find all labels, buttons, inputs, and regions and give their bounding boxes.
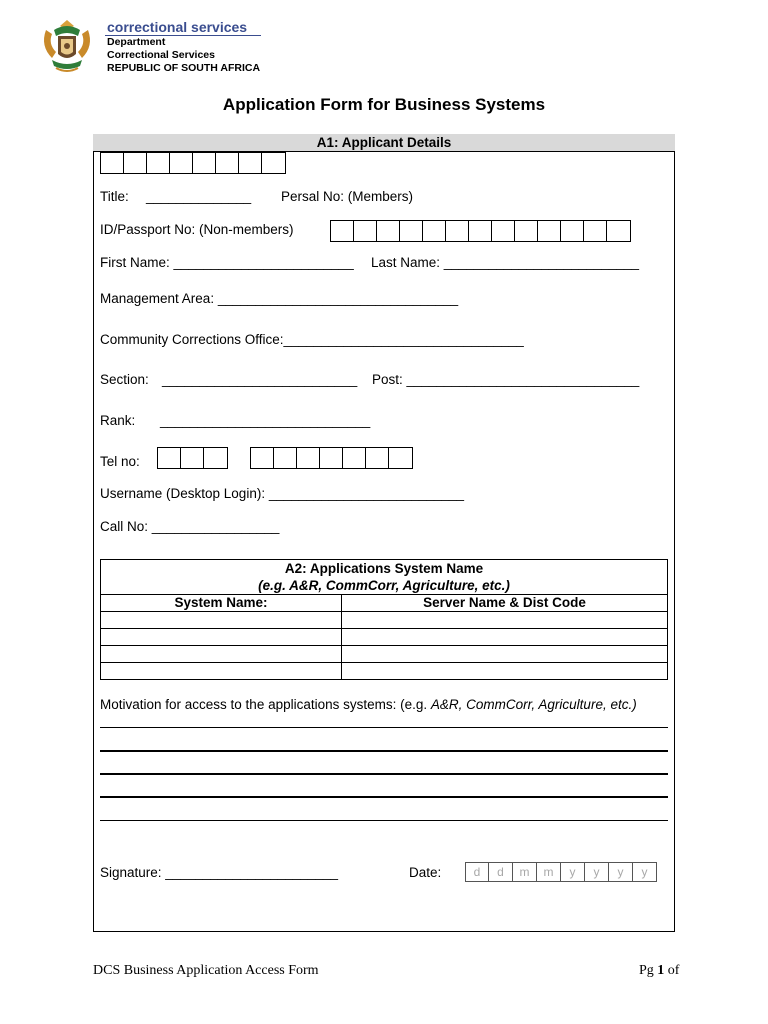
- digit-box[interactable]: [469, 220, 492, 242]
- digit-box[interactable]: [124, 152, 147, 174]
- date-box-year[interactable]: y: [609, 862, 633, 882]
- first-name-field[interactable]: First Name: ________________________: [100, 255, 354, 270]
- digit-box[interactable]: [262, 152, 286, 174]
- last-name-field[interactable]: Last Name: __________________________: [371, 255, 639, 270]
- motivation-label: [100, 697, 637, 713]
- table-row: [101, 612, 668, 629]
- rank-field[interactable]: ____________________________: [160, 413, 371, 428]
- digit-box[interactable]: [297, 447, 320, 469]
- management-area-field[interactable]: Management Area: ________________________________: [100, 291, 459, 306]
- tel-label: Tel no:: [100, 454, 140, 469]
- digit-box[interactable]: [239, 152, 262, 174]
- applications-system-table: [100, 559, 668, 680]
- system-name-cell[interactable]: [101, 612, 342, 629]
- call-no-field[interactable]: Call No: _________________: [100, 519, 280, 534]
- motivation-label-text: Motivation for access to the applications systems: (e.g.: [100, 697, 431, 712]
- server-name-cell[interactable]: [342, 646, 668, 663]
- digit-box[interactable]: [377, 220, 400, 242]
- persal-label: Persal No: (Members): [281, 189, 414, 204]
- date-box-year[interactable]: y: [561, 862, 585, 882]
- tel-number-boxes[interactable]: [250, 447, 413, 469]
- digit-box[interactable]: [389, 447, 413, 469]
- rank-label: Rank:: [100, 413, 136, 428]
- footer-document-title: DCS Business Application Access Form: [93, 963, 319, 978]
- a2-section-heading: [101, 560, 668, 595]
- digit-box[interactable]: [330, 220, 354, 242]
- digit-box[interactable]: [181, 447, 204, 469]
- digit-box[interactable]: [400, 220, 423, 242]
- motivation-line[interactable]: [100, 727, 668, 728]
- page-number: 1: [657, 963, 665, 978]
- server-name-cell[interactable]: [342, 612, 668, 629]
- date-box-month[interactable]: m: [513, 862, 537, 882]
- digit-box[interactable]: [446, 220, 469, 242]
- motivation-line[interactable]: [100, 750, 668, 752]
- server-name-cell[interactable]: [342, 663, 668, 680]
- digit-box[interactable]: [157, 447, 181, 469]
- username-field[interactable]: Username (Desktop Login): __________________________: [100, 486, 465, 501]
- system-name-cell[interactable]: [101, 646, 342, 663]
- page-prefix: Pg: [639, 963, 658, 978]
- a2-subheading-text: (e.g. A&R, CommCorr, Agriculture, etc.): [258, 578, 510, 593]
- digit-box[interactable]: [274, 447, 297, 469]
- digit-box[interactable]: [193, 152, 216, 174]
- digit-box[interactable]: [170, 152, 193, 174]
- date-box-year[interactable]: y: [633, 862, 657, 882]
- title-field[interactable]: ______________: [146, 189, 252, 204]
- digit-box[interactable]: [100, 152, 124, 174]
- digit-box[interactable]: [538, 220, 561, 242]
- system-name-cell[interactable]: [101, 663, 342, 680]
- digit-box[interactable]: [354, 220, 377, 242]
- page-suffix: of: [664, 963, 680, 978]
- digit-box[interactable]: [584, 220, 607, 242]
- page-title: Application Form for Business Systems: [222, 95, 546, 114]
- column-header-server-name: Server Name & Dist Code: [342, 595, 668, 612]
- title-label: Title:: [100, 189, 129, 204]
- date-boxes[interactable]: [465, 862, 657, 882]
- brand-name: correctional services: [107, 19, 248, 35]
- date-box-day[interactable]: d: [465, 862, 489, 882]
- digit-box[interactable]: [423, 220, 446, 242]
- persal-number-boxes[interactable]: [100, 152, 286, 174]
- date-box-year[interactable]: y: [585, 862, 609, 882]
- table-row: [101, 646, 668, 663]
- column-header-system-name: System Name:: [101, 595, 342, 612]
- coat-of-arms-logo: [38, 16, 96, 78]
- a2-heading-text: A2: Applications System Name: [284, 561, 484, 576]
- digit-box[interactable]: [492, 220, 515, 242]
- id-passport-label: ID/Passport No: (Non-members): [100, 222, 294, 237]
- signature-field[interactable]: Signature: _______________________: [100, 865, 338, 880]
- digit-box[interactable]: [515, 220, 538, 242]
- dept-line-2: Correctional Services: [107, 49, 215, 61]
- date-label: Date:: [409, 865, 442, 880]
- table-row: [101, 663, 668, 680]
- post-field[interactable]: Post: _______________________________: [372, 372, 640, 387]
- digit-box[interactable]: [561, 220, 584, 242]
- section-field[interactable]: __________________________: [162, 372, 358, 387]
- motivation-line[interactable]: [100, 820, 668, 821]
- digit-box[interactable]: [607, 220, 631, 242]
- digit-box[interactable]: [320, 447, 343, 469]
- digit-box[interactable]: [147, 152, 170, 174]
- digit-box[interactable]: [216, 152, 239, 174]
- table-row: [101, 629, 668, 646]
- section-label: Section:: [100, 372, 149, 387]
- digit-box[interactable]: [204, 447, 228, 469]
- tel-area-code-boxes[interactable]: [157, 447, 228, 469]
- digit-box[interactable]: [250, 447, 274, 469]
- footer-page-number: [639, 963, 679, 979]
- date-box-month[interactable]: m: [537, 862, 561, 882]
- digit-box[interactable]: [343, 447, 366, 469]
- id-passport-boxes[interactable]: [330, 220, 631, 242]
- motivation-label-examples: A&R, CommCorr, Agriculture, etc.): [430, 697, 637, 712]
- date-box-day[interactable]: d: [489, 862, 513, 882]
- digit-box[interactable]: [366, 447, 389, 469]
- motivation-line[interactable]: [100, 796, 668, 798]
- a1-section-heading: A1: Applicant Details: [93, 134, 675, 152]
- dept-line-1: Department: [107, 36, 166, 48]
- server-name-cell[interactable]: [342, 629, 668, 646]
- system-name-cell[interactable]: [101, 629, 342, 646]
- dept-line-3: REPUBLIC OF SOUTH AFRICA: [107, 62, 261, 74]
- community-office-field[interactable]: Community Corrections Office:________________________________: [100, 332, 524, 347]
- motivation-line[interactable]: [100, 773, 668, 775]
